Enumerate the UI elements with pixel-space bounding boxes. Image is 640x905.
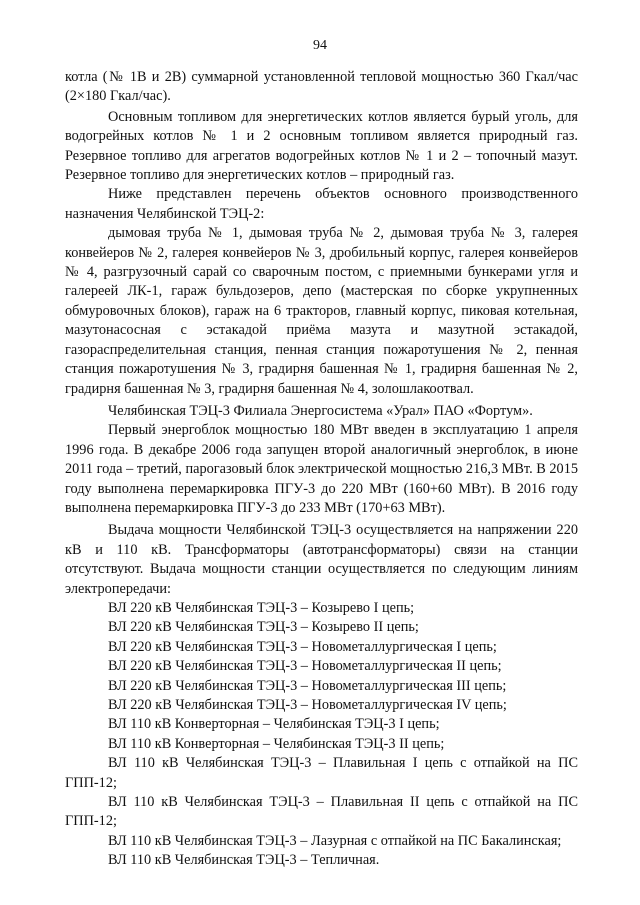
paragraph-objects-intro: Ниже представлен перечень объектов основного производственного назначения Челябинской ТЭЦ-2:: [65, 186, 578, 222]
paragraph-tec3-heading: Челябинская ТЭЦ-3 Филиала Энергосистема «Урал» ПАО «Фортум».: [108, 402, 533, 419]
paragraph-objects-list: дымовая труба № 1, дымовая труба № 2, дымовая труба № 3, галерея конвейеров № 2, галерея конвейеров № 3, дробильный корпус, галерея конвейеров № 4, разгрузочный сарай со сварочным постом, с приемными бункерами угля и галереей ЛК-1, гараж бульдозеров, депо (мастерская по сборке укрупненных обмуровочных блоков), гараж на 6 тракторов, главный корпус, пиковая котельная, мазутонасосная с эстакадой приёма мазута и мазутной эстакадой, газораспределительная станция, пенная станция пожаротушения № 2, пенная станция пожаротушения № 3, градирня башенная № 1, градирня башенная № 2, градирня башенная № 3, градирня башенная № 4, золошлакоотвал.: [65, 225, 578, 397]
paragraph-fuel: Основным топливом для энергетических котлов является бурый уголь, для водогрейных котлов № 1 и 2 основным топливом является природный газ. Резервное топливо для агрегатов водогрейных котлов № 1 и 2 – топочный мазут. Резервное топливо для энергетических котлов – природный газ.: [65, 108, 578, 184]
document-body: [65, 68, 578, 871]
power-line-item: ВЛ 220 кВ Челябинская ТЭЦ-3 – Новометаллургическая IV цепь;: [108, 697, 507, 713]
paragraph-boiler-capacity: котла (№ 1В и 2В) суммарной установленной тепловой мощностью 360 Гкал/час (2×180 Гкал/час).: [65, 69, 578, 105]
power-line-item: ВЛ 110 кВ Челябинская ТЭЦ-3 – Тепличная.: [108, 852, 380, 869]
power-line-item: ВЛ 110 кВ Конверторная – Челябинская ТЭЦ-3 I цепь;: [108, 716, 440, 733]
page-number: 94: [313, 38, 327, 53]
paragraph-tec3-history: Первый энергоблок мощностью 180 МВт введен в эксплуатацию 1 апреля 1996 года. В декабре 2006 года запущен второй аналогичный энергоблок, в июне 2011 года – третий, парогазовый блок электрической мощностью 216,3 МВт. В 2015 году выполнена перемаркировка ПГУ-3 до 220 МВт (160+60 МВт). В 2016 году выполнена перемаркировка ПГУ-3 до 233 МВт (170+63 МВт).: [65, 422, 578, 516]
power-line-item: ВЛ 220 кВ Челябинская ТЭЦ-3 – Козырево II цепь;: [108, 619, 419, 636]
power-line-item: ВЛ 220 кВ Челябинская ТЭЦ-3 – Новометаллургическая III цепь;: [108, 677, 507, 694]
power-line-item: ВЛ 220 кВ Челябинская ТЭЦ-3 – Новометаллургическая I цепь;: [108, 638, 497, 655]
power-line-item: ВЛ 110 кВ Челябинская ТЭЦ-3 – Плавильная II цепь с отпайкой на ПС ГПП-12;: [65, 794, 578, 830]
paragraph-power-output: Выдача мощности Челябинской ТЭЦ-3 осуществляется на напряжении 220 кВ и 110 кВ. Трансформаторы (автотрансформаторы) связи на станции отсутствуют. Выдача мощности станции осуществляется по следующим линиям электропередачи:: [65, 522, 578, 597]
power-line-item: ВЛ 220 кВ Челябинская ТЭЦ-3 – Новометаллургическая II цепь;: [108, 658, 502, 675]
power-line-item: ВЛ 220 кВ Челябинская ТЭЦ-3 – Козырево I цепь;: [108, 599, 415, 616]
power-line-item: ВЛ 110 кВ Челябинская ТЭЦ-3 – Плавильная I цепь с отпайкой на ПС ГПП-12;: [65, 755, 578, 791]
power-line-item: ВЛ 110 кВ Конверторная – Челябинская ТЭЦ-3 II цепь;: [108, 735, 445, 752]
power-line-item: ВЛ 110 кВ Челябинская ТЭЦ-3 – Лазурная с отпайкой на ПС Бакалинская;: [108, 832, 562, 849]
